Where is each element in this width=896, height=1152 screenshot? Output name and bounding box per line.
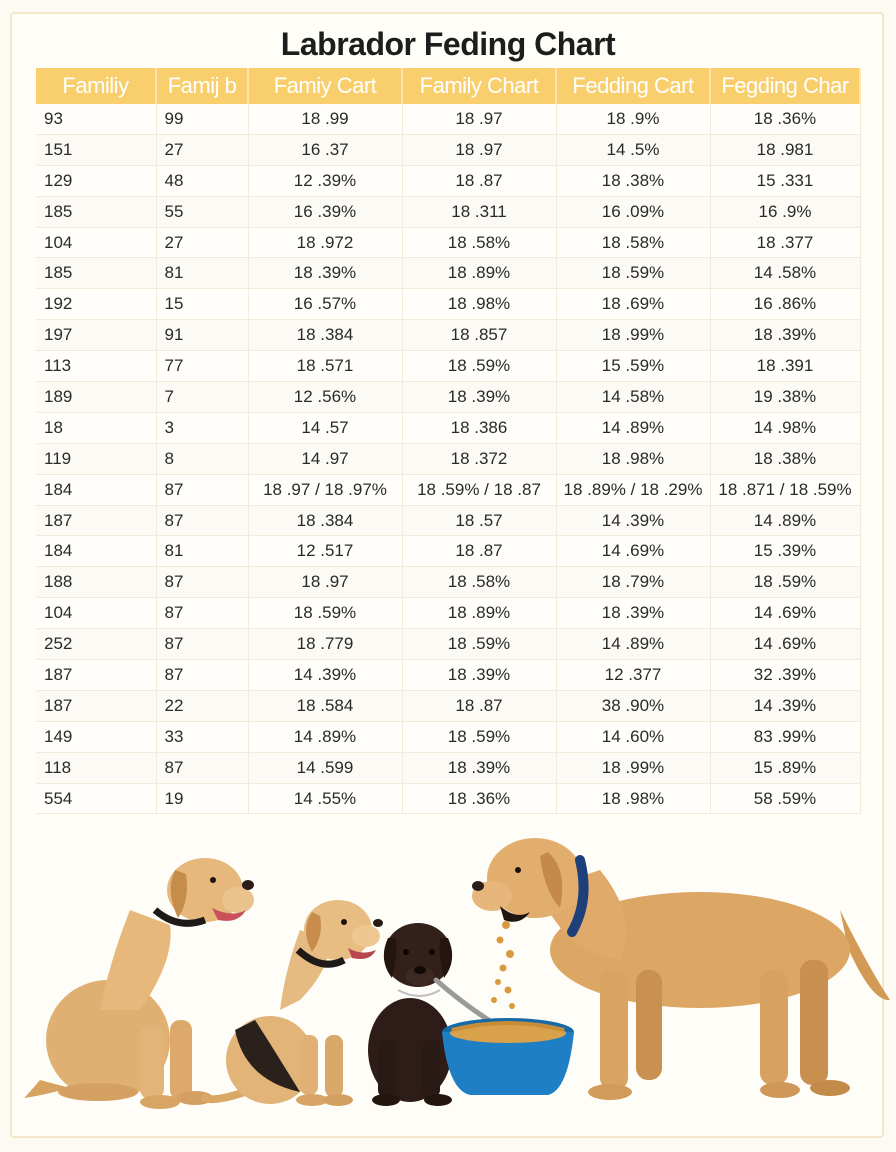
table-cell: 118 [36,752,156,783]
table-cell: 77 [156,351,248,382]
table-cell: 18 .372 [402,443,556,474]
table-cell: 18 .69% [556,289,710,320]
table-cell: 18 .98% [556,443,710,474]
table-body [36,104,860,814]
table-cell: 87 [156,629,248,660]
table-cell: 55 [156,196,248,227]
table-cell: 16 .86% [710,289,860,320]
table-cell: 252 [36,629,156,660]
table-cell: 18 .584 [248,690,402,721]
table-cell: 19 .38% [710,382,860,413]
table-cell: 18 .87 [402,165,556,196]
table-row [36,196,860,227]
table-cell: 151 [36,134,156,165]
table-cell: 15 .39% [710,536,860,567]
table-cell: 18 .59% [248,598,402,629]
table-cell: 18 .87 [402,690,556,721]
table-cell: 14 .89% [248,721,402,752]
table-cell: 18 .384 [248,320,402,351]
table-cell: 14 .69% [556,536,710,567]
table-cell: 15 .331 [710,165,860,196]
table-cell: 87 [156,598,248,629]
table-row [36,165,860,196]
table-cell: 185 [36,196,156,227]
table-row [36,412,860,443]
table-cell: 18 .98% [402,289,556,320]
table-cell: 18 .39% [710,320,860,351]
table-cell: 3 [156,412,248,443]
table-row [36,567,860,598]
food-bowl [442,1018,574,1095]
table-cell: 18 .972 [248,227,402,258]
table-cell: 18 .79% [556,567,710,598]
table-cell: 18 .38% [710,443,860,474]
table-cell: 91 [156,320,248,351]
table-cell: 16 .9% [710,196,860,227]
table-cell: 18 .87 [402,536,556,567]
table-cell: 18 .39% [402,660,556,691]
table-cell: 19 [156,783,248,814]
table-cell: 18 .58% [556,227,710,258]
table-row [36,134,860,165]
table-row [36,536,860,567]
column-header: Famij b [156,68,248,104]
feeding-chart-table [36,68,861,814]
table-cell: 32 .39% [710,660,860,691]
table-cell: 16 .39% [248,196,402,227]
table-cell: 18 .857 [402,320,556,351]
table-row [36,660,860,691]
table-cell: 18 .97 [248,567,402,598]
table-cell: 18 .97 [402,134,556,165]
table-cell: 18 .39% [402,752,556,783]
table-cell: 81 [156,536,248,567]
table-row [36,629,860,660]
table-cell: 18 .99% [556,320,710,351]
table-cell: 18 .571 [248,351,402,382]
table-cell: 18 .98% [556,783,710,814]
table-cell: 14 .39% [248,660,402,691]
table-cell: 7 [156,382,248,413]
table-cell: 18 .57 [402,505,556,536]
falling-kibble [491,921,515,1009]
table-row [36,505,860,536]
table-cell: 16 .57% [248,289,402,320]
table-cell: 18 .391 [710,351,860,382]
column-header: Fegding Char [710,68,860,104]
table-cell: 18 .99% [556,752,710,783]
table-cell: 15 .89% [710,752,860,783]
table-cell: 18 .89% [402,258,556,289]
table-cell: 18 .59% [402,351,556,382]
table-cell: 18 .36% [402,783,556,814]
table-cell: 14 .69% [710,629,860,660]
table-cell: 87 [156,660,248,691]
table-row [36,690,860,721]
table-cell: 22 [156,690,248,721]
table-cell: 18 .99 [248,104,402,134]
table-cell: 12 .39% [248,165,402,196]
table-cell: 12 .377 [556,660,710,691]
column-header: Famiy Cart [248,68,402,104]
table-cell: 14 .58% [710,258,860,289]
table-cell: 48 [156,165,248,196]
table-cell: 15 [156,289,248,320]
table-cell: 18 .59% [402,721,556,752]
table-cell: 38 .90% [556,690,710,721]
table-cell: 14 .599 [248,752,402,783]
table-cell: 14 .97 [248,443,402,474]
sitting-labrador [24,858,254,1109]
table-cell: 87 [156,752,248,783]
table-cell: 18 .38% [556,165,710,196]
table-cell: 184 [36,474,156,505]
table-cell: 18 .384 [248,505,402,536]
table-row [36,721,860,752]
table-cell: 14 .5% [556,134,710,165]
header-row [36,68,860,104]
table-cell: 18 [36,412,156,443]
table-cell: 18 .36% [710,104,860,134]
table-cell: 14 .69% [710,598,860,629]
table-cell: 87 [156,567,248,598]
table-cell: 18 .97 [402,104,556,134]
table-cell: 197 [36,320,156,351]
table-cell: 18 .89% / 18 .29% [556,474,710,505]
column-header: Familiy [36,68,156,104]
table-cell: 18 .386 [402,412,556,443]
table-cell: 18 .871 / 18 .59% [710,474,860,505]
table-cell: 104 [36,227,156,258]
table-row [36,104,860,134]
table-cell: 18 .981 [710,134,860,165]
table-cell: 187 [36,690,156,721]
table-cell: 113 [36,351,156,382]
table-row [36,443,860,474]
table-cell: 18 .779 [248,629,402,660]
table-cell: 16 .37 [248,134,402,165]
table-cell: 14 .98% [710,412,860,443]
table-cell: 185 [36,258,156,289]
table-cell: 184 [36,536,156,567]
table-cell: 58 .59% [710,783,860,814]
table-cell: 14 .60% [556,721,710,752]
table-cell: 188 [36,567,156,598]
table-row [36,258,860,289]
table-cell: 81 [156,258,248,289]
table-cell: 14 .39% [710,690,860,721]
table-row [36,320,860,351]
table-row [36,351,860,382]
table-cell: 87 [156,474,248,505]
table-cell: 14 .89% [556,629,710,660]
table-cell: 119 [36,443,156,474]
table-row [36,752,860,783]
table-cell: 18 .58% [402,227,556,258]
column-header: Fedding Cart [556,68,710,104]
table-cell: 18 .59% [556,258,710,289]
table-cell: 18 .89% [402,598,556,629]
table-cell: 18 .39% [402,382,556,413]
column-header: Family Chart [402,68,556,104]
table-cell: 27 [156,134,248,165]
table-row [36,598,860,629]
sitting-puppy [205,900,383,1106]
table-cell: 93 [36,104,156,134]
table-cell: 104 [36,598,156,629]
table-cell: 18 .377 [710,227,860,258]
table-cell: 18 .97 / 18 .97% [248,474,402,505]
table-cell: 14 .57 [248,412,402,443]
table-row [36,227,860,258]
table-cell: 14 .39% [556,505,710,536]
page-title: Labrador Feding Chart [280,26,616,62]
table-cell: 18 .59% [710,567,860,598]
table-cell: 129 [36,165,156,196]
table-cell: 14 .58% [556,382,710,413]
table-cell: 18 .59% [402,629,556,660]
table-row [36,783,860,814]
table-row [36,382,860,413]
table-cell: 14 .89% [556,412,710,443]
table-cell: 12 .517 [248,536,402,567]
table-cell: 554 [36,783,156,814]
table-cell: 18 .59% / 18 .87 [402,474,556,505]
table-cell: 187 [36,660,156,691]
table-cell: 16 .09% [556,196,710,227]
table-cell: 15 .59% [556,351,710,382]
table-cell: 14 .89% [710,505,860,536]
table-cell: 18 .58% [402,567,556,598]
table-cell: 99 [156,104,248,134]
table-cell: 83 .99% [710,721,860,752]
table-cell: 18 .311 [402,196,556,227]
table-cell: 189 [36,382,156,413]
table-row [36,289,860,320]
table-cell: 18 .39% [556,598,710,629]
table-cell: 27 [156,227,248,258]
table-cell: 18 .9% [556,104,710,134]
table-cell: 33 [156,721,248,752]
table-cell: 8 [156,443,248,474]
table-cell: 12 .56% [248,382,402,413]
table-row [36,474,860,505]
table-cell: 187 [36,505,156,536]
table-cell: 149 [36,721,156,752]
table-cell: 192 [36,289,156,320]
table-cell: 87 [156,505,248,536]
dogs-illustration [0,830,896,1130]
table-cell: 18 .39% [248,258,402,289]
table-cell: 14 .55% [248,783,402,814]
